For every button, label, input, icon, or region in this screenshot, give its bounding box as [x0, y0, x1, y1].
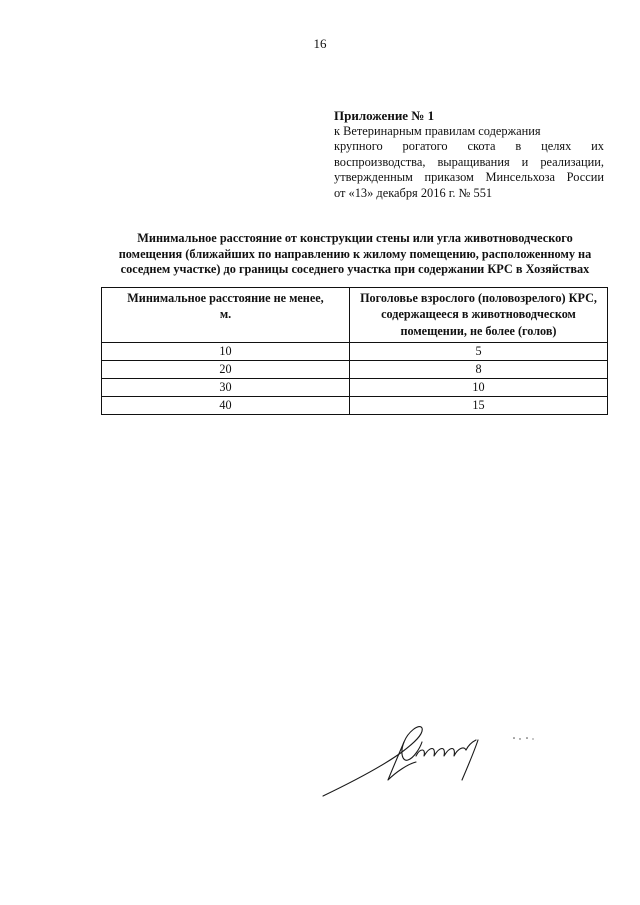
signature-flourish — [323, 727, 422, 796]
appendix-line-1: к Ветеринарным правилам содержания — [334, 123, 541, 138]
header-herd-size — [350, 288, 608, 343]
handwritten-signature — [318, 712, 548, 802]
distance-cell: 10 — [102, 343, 350, 361]
distance-cell: 20 — [102, 361, 350, 379]
header-herd-size-line-1: Поголовье взрослого (половозрелого) КРС, — [360, 291, 597, 305]
appendix-line-2: крупного рогатого скота в целях их — [334, 139, 604, 154]
distance-cell: 30 — [102, 379, 350, 397]
signature-stroke-b — [388, 742, 416, 780]
signature-letters — [416, 748, 466, 756]
header-min-distance-line-1: Минимальное расстояние не менее, — [127, 291, 324, 305]
header-min-distance-line-2: м. — [219, 307, 232, 322]
table-row — [102, 397, 608, 415]
title-line-2: помещения (ближайших по направлению к жилому помещению, расположенному на — [118, 246, 592, 261]
title-line-3: соседнем участке) до границы соседнего участка при содержании КРС в Хозяйствах — [120, 262, 590, 277]
title-line-1: Минимальное расстояние от конструкции стены или угла животноводческого — [137, 231, 573, 245]
herd-size-cell: 15 — [350, 397, 608, 415]
appendix-line-5: от «13» декабря 2016 г. № 551 — [334, 185, 493, 200]
header-herd-size-line-3: помещении, не более (голов) — [400, 323, 557, 338]
table-row — [102, 361, 608, 379]
table-row — [102, 379, 608, 397]
header-min-distance — [102, 288, 350, 343]
appendix-heading: Приложение № 1 — [334, 108, 435, 123]
appendix-line-4: утвержденным приказом Минсельхоза России — [334, 170, 604, 185]
herd-size-cell: 5 — [350, 343, 608, 361]
table-row — [102, 343, 608, 361]
appendix-block — [334, 108, 604, 202]
herd-size-cell: 8 — [350, 361, 608, 379]
document-title — [95, 231, 615, 278]
page-number: 16 — [313, 36, 327, 51]
herd-size-cell: 10 — [350, 379, 608, 397]
appendix-line-3: воспроизводства, выращивания и реализации, — [334, 154, 604, 169]
distance-cell: 40 — [102, 397, 350, 415]
distance-table — [101, 287, 608, 415]
signature-slash — [462, 740, 478, 780]
header-herd-size-line-2: содержащееся в животноводческом — [381, 307, 576, 322]
table-header-row — [102, 288, 608, 343]
